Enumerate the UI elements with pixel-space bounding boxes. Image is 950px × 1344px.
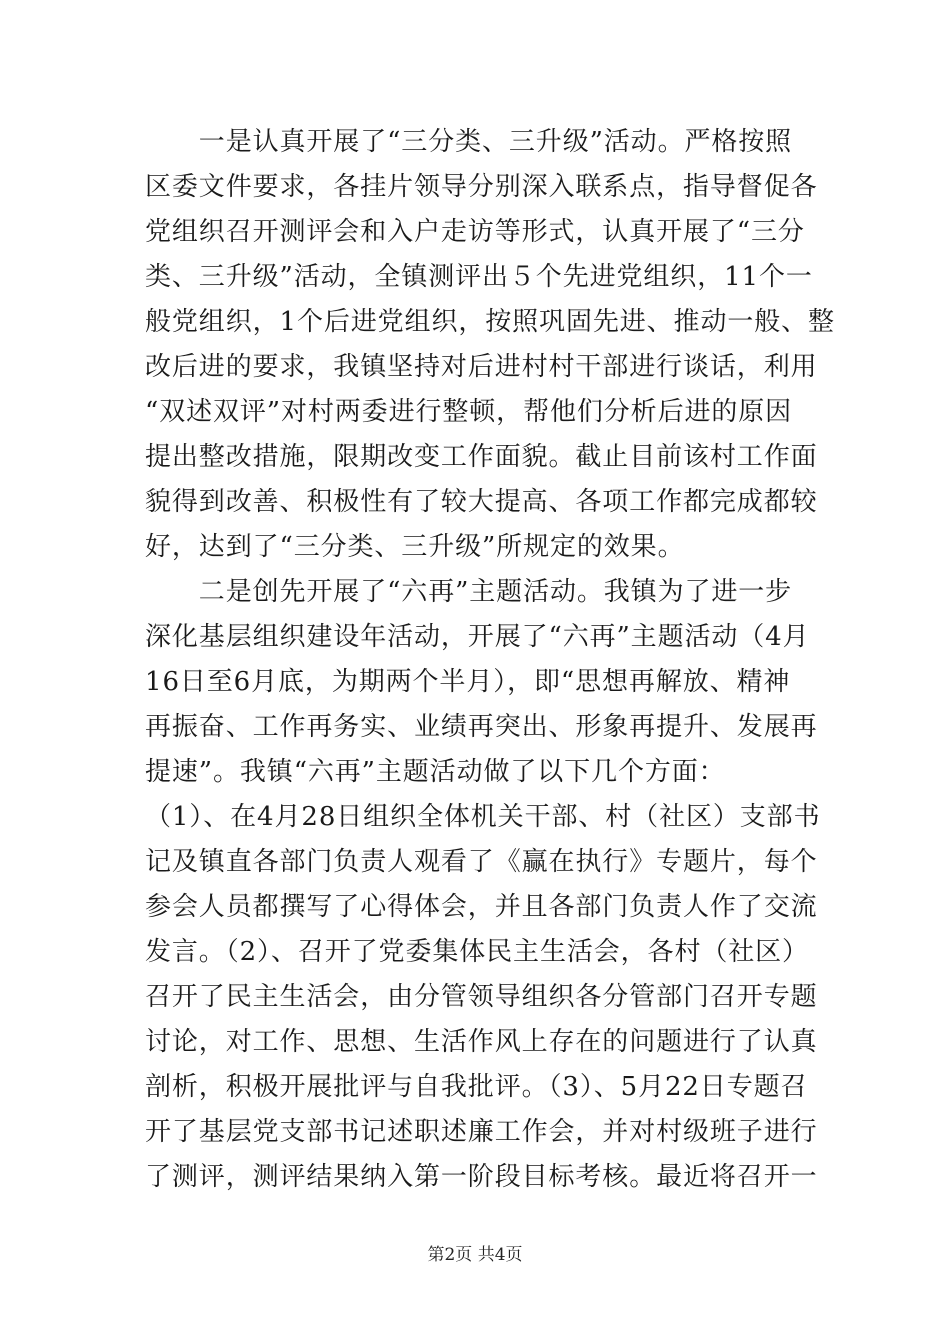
text-line: 剖析，积极开展批评与自我批评。（3）、5月22日专题召 [145, 1072, 808, 1102]
text-line: 开了基层党支部书记述职述廉工作会，并对村级班子进行 [145, 1117, 818, 1147]
text-line: 好，达到了“三分类、三升级”所规定的效果。 [145, 532, 685, 562]
text-line: 二是创先开展了“六再”主题活动。我镇为了进一步 [145, 577, 793, 607]
text-line: 参会人员都撰写了心得体会，并且各部门负责人作了交流 [145, 892, 818, 922]
text-line: 党组织召开测评会和入户走访等形式，认真开展了“三分 [145, 217, 805, 247]
text-line: 改后进的要求，我镇坚持对后进村村干部进行谈话，利用 [145, 352, 818, 382]
text-line: 了测评，测评结果纳入第一阶段目标考核。最近将召开一 [145, 1162, 818, 1192]
text-line: （1）、在4月28日组织全体机关干部、村（社区）支部书 [145, 802, 821, 832]
text-line: 类、三升级”活动，全镇测评出５个先进党组织，11个一 [145, 262, 813, 292]
text-line: 区委文件要求，各挂片领导分别深入联系点，指导督促各 [145, 172, 818, 202]
text-line: 提速”。我镇“六再”主题活动做了以下几个方面： [145, 757, 726, 787]
text-line: 16日至6月底，为期两个半月），即“思想再解放、精神 [145, 667, 791, 697]
text-line: 貌得到改善、积极性有了较大提高、各项工作都完成都较 [145, 487, 818, 517]
text-line: 般党组织，1个后进党组织，按照巩固先进、推动一般、整 [145, 307, 835, 337]
text-line: 提出整改措施，限期改变工作面貌。截止目前该村工作面 [145, 442, 818, 472]
text-line: “双述双评”对村两委进行整顿，帮他们分析后进的原因 [145, 397, 793, 427]
text-line: 记及镇直各部门负责人观看了《赢在执行》专题片，每个 [145, 847, 818, 877]
text-line: 发言。（2）、召开了党委集体民主生活会，各村（社区） [145, 937, 809, 967]
text-line: 召开了民主生活会，由分管领导组织各分管部门召开专题 [145, 982, 818, 1012]
text-line: 一是认真开展了“三分类、三升级”活动。严格按照 [145, 127, 793, 157]
page-footer: 第2页 共4页 [427, 1245, 523, 1265]
text-line: 讨论，对工作、思想、生活作风上存在的问题进行了认真 [145, 1027, 818, 1057]
text-line: 再振奋、工作再务实、业绩再突出、形象再提升、发展再 [145, 712, 818, 742]
text-line: 深化基层组织建设年活动，开展了“六再”主题活动（4月 [145, 622, 810, 652]
